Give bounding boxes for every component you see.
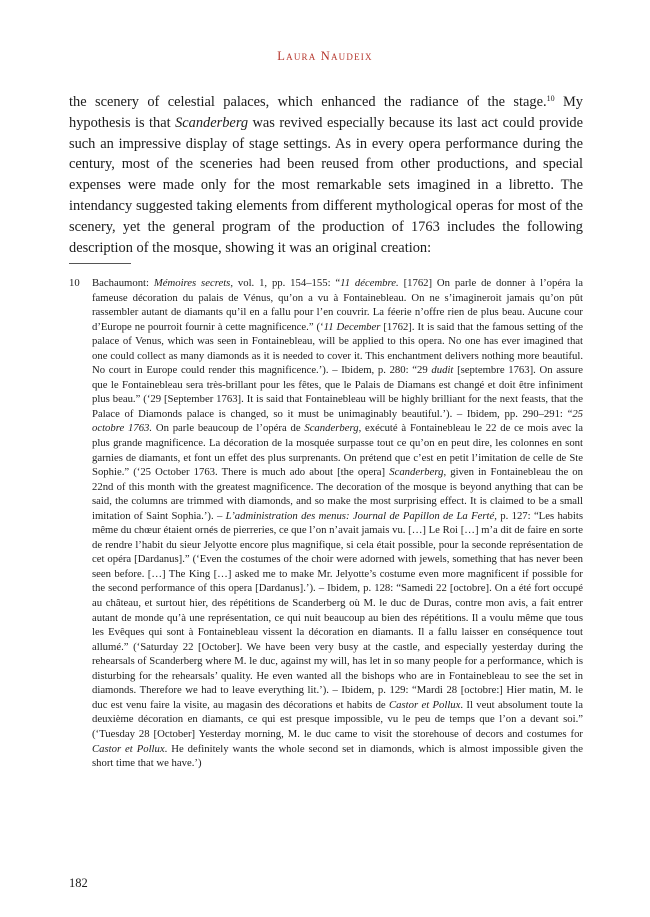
italic-text: 11 December (323, 320, 381, 333)
text-run: [septembre 1763]. On assure que le Fontainebleau sera très-brillant pour les fêtes, que le Palais de Diamans est changé et doit être infiniment plus beau.” (‘29 [September 1763]. It is said that Fontainebleau will be highly brilliant for the next feasts, that the Palace of Diamonds palace is changed, so it must be unimaginably beautiful.’). – Ibidem, pp. 290–291: “ (92, 364, 584, 420)
footnote-reference: 10 (546, 94, 555, 103)
italic-text: Scanderberg (175, 114, 249, 131)
footnote-separator (69, 263, 131, 264)
italic-text: Scanderberg (389, 466, 444, 479)
footnote-number: 10 (69, 277, 80, 289)
text-run: the scenery of celestial palaces, which enhanced the radiance of the stage. (69, 94, 547, 110)
running-head: Laura Naudeix (277, 49, 373, 63)
italic-text: Castor et Pollux (92, 742, 165, 755)
text-run: , given in Fontainebleau the on 22nd of this month with the greatest magnificence. The decoration of the mosque is beyond anything that can be said, the columns are trimmed with diamonds, and so make the most surprising effect. It is claimed to be a small imitation of Saint Sophia.’). – (92, 466, 583, 522)
body-paragraph (69, 92, 583, 258)
italic-text: 25 octobre 1763. (92, 407, 583, 435)
footnote (69, 276, 583, 771)
page-number: 182 (69, 876, 88, 890)
text-run: . Il veut absolument toute la deuxième décoration en diamants, ce qui est presque impossible, vu le peu de temps que l’on a devant soi.” (‘Tuesday 28 [October] Yesterday morning, M. le duc came to visit the storehouse of decors and costumes for (92, 698, 583, 740)
footnote-text (92, 276, 583, 771)
text-run: On parle beaucoup de l’opéra de (152, 422, 305, 435)
italic-text: L’administration des menus: Journal de Papillon de La Ferté (225, 509, 495, 522)
text-run: , p. 127: “Les habits même du chœur étaient ornés de pierreries, ce que l’on n’avait jamais vu. […] Le Roi […] m’a dit de faire en sorte de rendre l’habit du sieur Jelyotte encore plus magnifique, si cela était possible, pour la seconde représentation de cet opéra [Dardanus].” (‘Even the costumes of the choir were adorned with jewels, something that has never been seen before. […] The King […] asked me to make Mr. Jelyotte’s costume even more magnificent if possible for the second performance of this opera [Dardanus].’). – Ibidem, p. 128: “Samedi 22 [octobre]. On a été fort occupé au château, et surtout hier, des répétitions de Scanderberg où M. le duc de Duras, contre mon avis, a fait entrer autant de monde qu’à une représentation, ce qui nuit beaucoup au bien des répétitions. Il a voulu même que tous les Evêques qui sont à Fontainebleau vissent la décoration en diamants. Il a fallu laisser en conséquence tout allumé.” (‘Saturday 22 [October]. We have been very busy at the castle, and especially yesterday during the rehearsals of Scanderberg where M. le duc, against my will, has let in so many people for a performance, which is disturbing for the rehearsals’ quality. He even wanted all the bishops who are in Fontainebleau to see the set in diamonds. Therefore we had to leave everything lit.’). – Ibidem, p. 129: “Mardi 28 [octobre:] Hier matin, M. le duc est venu faire la visite, au magasin des décorations et habits de (92, 509, 583, 711)
text-run: , vol. 1, pp. 154–155: “ (230, 277, 341, 289)
text-run: Bachaumont: (92, 277, 154, 289)
text-run: , exécuté à Fontainebleau le 22 de ce mois avec la plus grande magnificence. La décoration de la mosquée surpasse tout ce qu’on en peut dire, les colonnes en sont garnies de diamants, et font un effet des plus surprenants. On prétend que c’est en petit l’imitation de celle de Ste Sophie.” (‘25 October 1763. There is much ado about [the opera] (92, 422, 583, 479)
text-run: was revived especially because its last act could provide such an impressive display of stage settings. As in every opera performance during the century, most of the sceneries had been reused from other productions, and special expenses were made only for the most remarkable sets imagined in a libretto. The intendancy suggested taking elements from different mythological operas for most of the scenery, yet the general program of the production of 1763 includes the following description of the mosque, showing it was an original creation: (69, 114, 583, 256)
text-run: My hypothesis is that (69, 94, 583, 131)
text-run: [1762]. It is said that the famous setting of the palace of Venus, which was seen in Fontainebleau, will be applied to this opera. No one has ever imagined that one could collect as many diamonds as it is needed to cover it. This enchantment delivers nothing more beautiful. No court in Europe could render this magnificence.’). – Ibidem, p. 280: “29 (92, 320, 584, 377)
italic-text: Castor et Pollux (389, 698, 461, 711)
italic-text: Scanderberg (304, 422, 359, 435)
italic-text: 11 décembre. (340, 277, 399, 289)
italic-text: Mémoires secrets (153, 277, 231, 289)
italic-text: dudit (431, 364, 454, 377)
text-run: [1762] On parle de donner à l’opéra la fameuse décoration du palais de Vénus, qu’on a vu à Fontainebleau. On ne s’imagineroit jamais qu’on pût rassembler autant de diamants qu’il en a fallu pour l’en couvrir. La féerie n’offre rien de plus beau. Aucune cour d’Europe ne pourroit fournir à cette magnificence.” (‘ (92, 277, 583, 333)
text-run: . He definitely wants the whole second set in diamonds, which is almost impossible given the short time that we have.’) (92, 742, 584, 770)
